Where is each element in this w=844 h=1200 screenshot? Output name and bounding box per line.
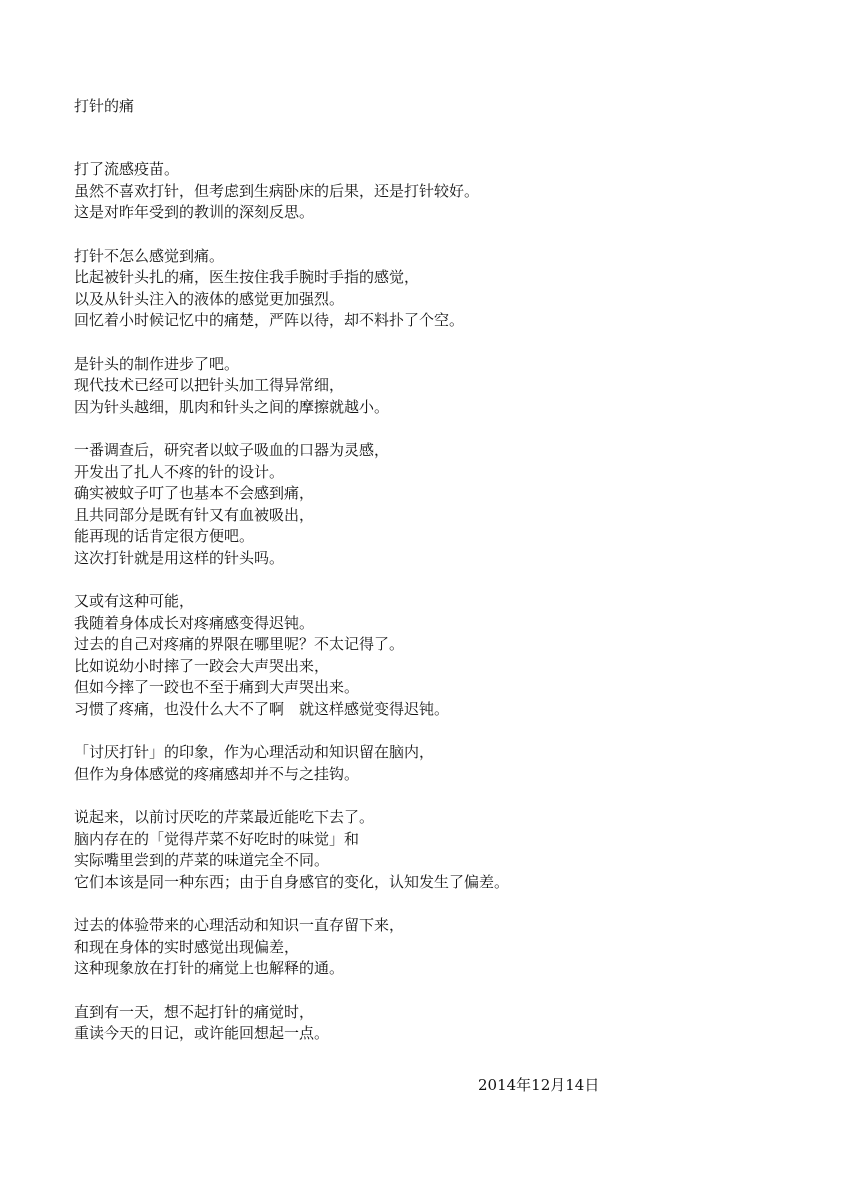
text-line: 脑内存在的「觉得芹菜不好吃时的味觉」和 [74,829,360,848]
paragraph-6 [74,742,794,785]
paragraph-7 [74,807,794,893]
document-title: 打针的痛 [74,97,135,115]
text-line: 习惯了疼痛，也没什么大不了啊 就这样感觉变得迟钝。 [74,699,450,718]
document-body [74,159,794,1067]
text-line: 是针头的制作进步了吧。 [74,354,240,373]
text-line: 过去的自己对疼痛的界限在哪里呢？不太记得了。 [74,635,405,653]
text-line: 一番调查后，研究者以蚊子吸血的口器为灵感， [74,441,390,459]
text-line: 且共同部分是既有针又有血被吸出， [74,505,315,524]
paragraph-2 [74,246,794,332]
text-line: 比起被针头扎的痛，医生按住我手腕时手指的感觉， [74,268,420,286]
text-line: 直到有一天，想不起打针的痛觉时， [74,1002,315,1021]
text-line: 实际嘴里尝到的芹菜的味道完全不同。 [74,851,330,869]
text-line: 这次打针就是用这样的针头吗。 [74,548,285,567]
text-line: 比如说幼小时摔了一跤会大声哭出来， [74,656,330,675]
text-line: 确实被蚊子叮了也基本不会感到痛， [74,484,315,502]
text-line: 打了流感疫苗。 [74,160,180,178]
paragraph-1 [74,159,794,224]
text-line: 能再现的话肯定很方便吧。 [74,527,255,545]
paragraph-3 [74,354,794,419]
text-line: 回忆着小时候记忆中的痛楚，严阵以待，却不料扑了个空。 [74,311,465,329]
paragraph-9 [74,1002,794,1045]
text-line: 打针不怎么感觉到痛。 [74,246,225,265]
document-date: 2014年12月14日 [478,1076,600,1094]
text-line: 它们本该是同一种东西；由于自身感官的变化，认知发生了偏差。 [74,872,510,891]
text-line: 但作为身体感觉的疼痛感却并不与之挂钩。 [74,764,360,783]
paragraph-4 [74,440,794,569]
text-line: 说起来，以前讨厌吃的芹菜最近能吃下去了。 [74,808,375,826]
text-line: 现代技术已经可以把针头加工得异常细， [74,376,345,394]
text-line: 虽然不喜欢打针，但考虑到生病卧床的后果，还是打针较好。 [74,181,480,200]
text-line: 因为针头越细，肌肉和针头之间的摩擦就越小。 [74,397,390,416]
paragraph-8 [74,915,794,980]
text-line: 和现在身体的实时感觉出现偏差， [74,937,300,956]
text-line: 「讨厌打针」的印象，作为心理活动和知识留在脑内， [74,743,435,761]
text-line: 这种现象放在打针的痛觉上也解释的通。 [74,959,345,977]
text-line: 但如今摔了一跤也不至于痛到大声哭出来。 [74,678,360,696]
text-line: 我随着身体成长对疼痛感变得迟钝。 [74,613,315,632]
paragraph-5 [74,591,794,720]
text-line: 开发出了扎人不疼的针的设计。 [74,462,285,481]
text-line: 这是对昨年受到的教训的深刻反思。 [74,203,315,221]
text-line: 过去的体验带来的心理活动和知识一直存留下来， [74,916,405,934]
text-line: 以及从针头注入的液体的感觉更加强烈。 [74,289,345,308]
text-line: 重读今天的日记，或许能回想起一点。 [74,1024,330,1042]
text-line: 又或有这种可能， [74,592,195,610]
